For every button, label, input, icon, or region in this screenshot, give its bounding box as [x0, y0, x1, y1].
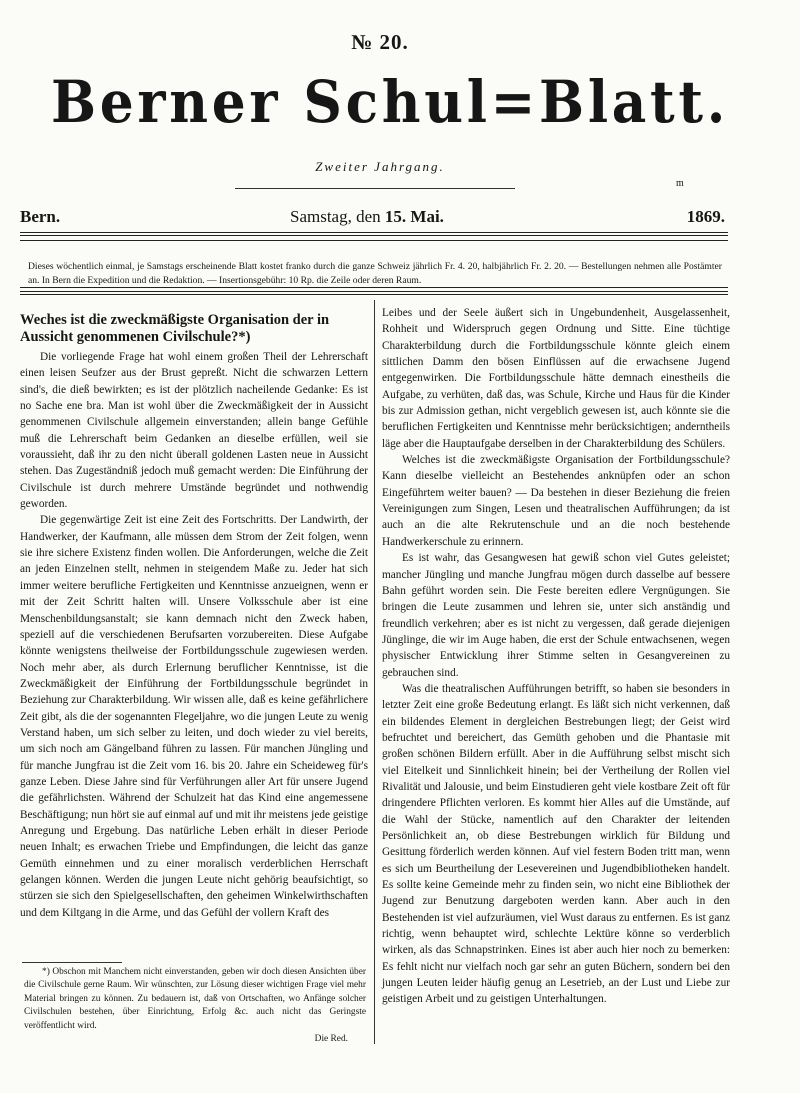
paragraph: Es ist wahr, das Gesangwesen hat gewiß schon viel Gutes geleistet; mancher Jüngling und manche Jungfrau mögen durch dasselbe auf bessere Bahn geführt worden sein. Die Feste bereiten edlere Vergnügungen. Sie bringen die Leute zusammen und lehren sie, unter sich anständig und freundlich verkehren; aber es ist nicht zu vergessen, daß gerade diejenigen Jünglinge, die wir im Auge haben, die erst der Schule entwachsenen, wegen physischer Entwicklung ihrer Stimme selten in Gesangvereinen zu gebrauchen sind. [382, 552, 730, 679]
article-title: Weches ist die zweckmäßigste Organisation der in Aussicht genommenen Civilschule?*) [20, 312, 330, 345]
year: 1869. [686, 207, 725, 226]
title-rule [235, 188, 515, 189]
paragraph: Die gegenwärtige Zeit ist eine Zeit des Fortschritts. Der Landwirth, der Handwerker, der Kaufmann, alle müssen dem Strom der Zeit folgen, wenn sie ihre sichere Existenz finden wollen. Die Anforderungen, welche die Zeit an jeden Einzelnen stellt, nehmen in steigendem Maße zu. Jeder hat sich immer weitere berufliche Fertigkeiten und Kenntnisse anzueignen, wenn er mit der Zeit Schritt halten will. Unsere Volksschule aber ist eine Menschenbildungsanstalt; sie kann demnach nicht den Zweck haben, speziell auf die verschiedenen Berufsarten vorzubereiten. Diese Aufgabe könnte wenigstens theilweise der Fortbildungsschule zugewiesen werden. Noch mehr aber, als durch Erlernung beruflicher Kenntnisse, ist die Zweckmäßigkeit der Einführung der Fortbildungsschule begründet in Beziehung zur Charakterbildung. Wir wissen alle, daß es keine gefährlichere Zeit gibt, als die der sogenannten Flegeljahre, wo die jungen Leute zu wenig Verstand haben, um sich selber zu leiten, und doch wieder zu viel bereits, um sich noch am Gängelband führen zu lassen. Für manchen Jüngling und für manche Jungfrau ist die Zeit vom 16. bis 20. Jahre ein Scheideweg für's ganze Leben. Diese Jahre sind für Verführungen aller Art für unsere Jugend die gefährlichsten. Während der Schulzeit hat das Kind eine angemessene Beschäftigung; nun hört sie auf einmal auf und mit ihr meistens jede geistige Anregung und Ergebung. Das natürliche Leben erhält in dieser Periode neuen Inhalt; es erwachen Triebe und Empfindungen, die leicht das ganze Gemüth einnehmen und zu einer moralisch verderblichen Herrschaft gelangen können. Werden die jungen Leute nicht gehörig beaufsichtigt, so stürzen sie sich den Spielgesellschaften, den geheimen Winkelwirthschaften und dem Kiltgang in die Arme, und das Gefühl der vollern Kraft des [20, 514, 368, 919]
issue-number: № 20. [351, 30, 409, 54]
notice-rule-thin [20, 287, 728, 288]
date-prefix: Samstag, den [290, 207, 381, 226]
footnote-text: *) Obschon mit Manchem nicht einverstanden, geben wir doch diesen Ansichten über die Civilschule gerne Raum. Wir wünschten, zur Lösung dieser wichtigen Frage viel mehr Material bringen zu können. Zu bedauern ist, daß von Ortschaften, wo Anfänge solcher Civilschulen bestehen, über Einrichtung, Erfolg &c. auch nicht das Geringste veröffentlicht wird. [24, 967, 366, 1031]
left-column [20, 312, 368, 921]
paragraph: Leibes und der Seele äußert sich in Ungebundenheit, Ausgelassenheit, Rohheit und Widerspruch gegen Ordnung und Sitte. Eine tüchtige Charakterbildung durch die Fortbildungsschule könnte gleich einem sittlichen Damm den bösen Einflüssen auf die erwachsene Jugend entgegenwirken. Die Fortbildungsschule hätte demnach einestheils die Aufgabe, zu verhüten, daß das, was Schule, Kirche und Haus für die Kinder bis zur Admission gethan, nicht vergeblich gewesen ist, auch könnte sie die beruflichen Fertigkeiten und Kenntnisse mehr berücksichtigen; anderntheils läge aber die Hauptaufgabe derselben in der Charakterbildung des Schülers. [382, 307, 730, 450]
paragraph: Die vorliegende Frage hat wohl einem großen Theil der Lehrerschaft einen leisen Seufzer aus der Brust gepreßt. Nicht die schwarzen Lettern sind's, die dieß bewirkten; es ist der plötzlich nacheilende Gedanke: Es ist no Sache ene bra. Man ist wohl über die Zweckmäßigkeit der in Aussicht genommenen Civilschule allgemein einverstanden; allein bange Gefühle muß die Lehrerschaft beim Gedanken an dieselbe erfüllen, weil sie voraussieht, daß ihr zu den nicht überall goldenen Lasten neue in Aussicht stehen. Das Zugeständniß jedoch muß gemacht werden: Die Einführung der Civilschule ist durch mehrere Umstände begründet und nothwendig geworden. [20, 351, 368, 511]
paragraph: Was die theatralischen Aufführungen betrifft, so haben sie besonders in letzter Zeit eine große Bedeutung erlangt. Es läßt sich nicht verkennen, daß ein bildendes Element in dergleichen Bestrebungen liegt; der Geist wird befruchtet und bereichert, das Gemüth gehoben und die Phantasie mit großen schönen Bildern erfüllt. Aber in die Aufführung selbst mischt sich viel Eitelkeit und Sinnlichkeit hinein; bei der Vertheilung der Rollen viel Rivalität und Jalousie, und beim Einstudieren geht viele kostbare Zeit oft für dringendere Pflichten verloren. Es kommt hier Alles auf die Umstände, auf die Wahl der Stücke, namentlich auf den Charakter der leitenden Persönlichkeit an, ob diese Bestrebungen wirklich für Bildung und Gesittung förderlich werden können. Auf viel festern Boden tritt man, wenn es sich um Beurtheilung der Lesevereinen und Jugendbibliotheken handelt. Es sollte keine Gemeinde mehr zu finden sein, wo nicht eine Bibliothek der Jugend zur Benutzung dargeboten werden kann. Aber auch in den Bestehenden ist viel aufzuräumen, viel Wust daraus zu entfernen. Es ist ganz richtig, wenn behauptet wird, schlechte Lektüre könne so verderblich wirken, als das Schnapstrinken. Eines ist aber auch hier noch zu bemerken: Es fehlt nicht nur vielfach noch gar sehr an guten Büchern, sondern bei den jungen Leuten leider häufig genug an Lesetrieb, an der Lust und Liebe zur geistigen Arbeit und zu geistigen Unterhaltungen. [382, 682, 730, 1006]
right-column [382, 305, 730, 1008]
footnote-signature: Die Red. [314, 1034, 348, 1045]
footnote-rule [22, 962, 122, 963]
date [290, 207, 444, 227]
side-mark: m [676, 178, 684, 189]
footnote [24, 966, 366, 1046]
column-divider [374, 300, 375, 1044]
header-rule-thin [20, 240, 728, 241]
masthead-title: Berner Schul=Blatt. [51, 68, 729, 136]
paragraph: Welches ist die zweckmäßigste Organisation der Fortbildungsschule? Kann dieselbe vielleicht an Bestehendes anknüpfen oder an schon Eingeführtem weiter bauen? — Da bestehen in dieser Beziehung die freien Vereinigungen zum Singen, Lesen und theatralischen Aufführungen; da ist auch an die alte Rekrutenschule und an die noch bestehende Handwerkerschule zu erinnern. [382, 454, 730, 548]
dateline [20, 207, 725, 227]
place: Bern. [20, 207, 61, 226]
subscription-notice: Dieses wöchentlich einmal, je Samstags erscheinende Blatt kostet franko durch die ganze Schweiz jährlich Fr. 4. 20, halbjährlich Fr. 2. 20. — Bestellungen nehmen alle Postämter an. In Bern die Expedition und die Redaktion. — Insertionsgebühr: 10 Rp. die Zeile oder deren Raum. [28, 261, 722, 286]
subtitle: Zweiter Jahrgang. [315, 159, 445, 174]
date-day: 15. Mai. [384, 207, 444, 226]
header-rule [20, 232, 728, 236]
notice-rule [20, 291, 728, 295]
